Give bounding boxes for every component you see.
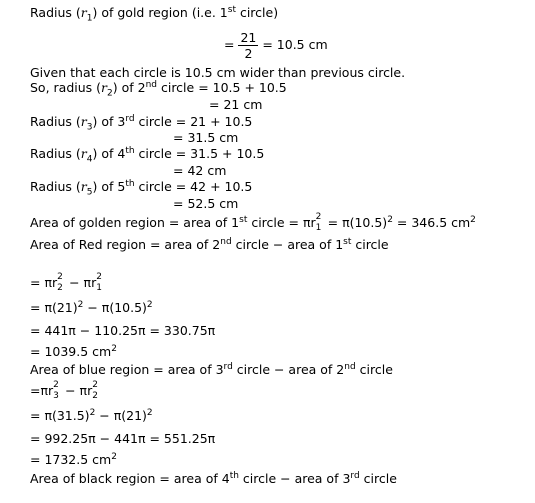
sub: 4 (86, 154, 93, 165)
sup: nd (145, 79, 157, 90)
sup: 2 (146, 299, 153, 310)
sub: 5 (86, 187, 93, 198)
red-step-1 (30, 271, 104, 293)
text: circle = 31.5 + 10.5 (134, 146, 265, 161)
subsup (53, 379, 61, 401)
blue-step-2 (30, 408, 153, 424)
var: r (80, 146, 87, 161)
radius-2-result (209, 97, 262, 113)
text: =πr (30, 383, 54, 398)
text: = 346.5 cm (392, 215, 471, 230)
text: Radius ( (30, 5, 81, 20)
sub: 3 (53, 390, 59, 401)
sup: 2 (111, 343, 117, 354)
sup: nd (220, 236, 232, 247)
sup: 2 (96, 271, 102, 282)
sup: rd (223, 361, 233, 372)
text: Area of blue region = area of 3 (30, 362, 224, 377)
text: = πr (30, 275, 58, 290)
sup: th (229, 470, 239, 481)
subsup (57, 271, 65, 293)
text: ) of 2 (112, 80, 146, 95)
text: So, radius ( (30, 80, 102, 95)
sup: 2 (89, 407, 96, 418)
blue-result (30, 452, 117, 468)
text: − πr (65, 275, 97, 290)
sup: 2 (111, 451, 117, 462)
text: = 42 cm (173, 163, 227, 178)
text: = 992.25π − 441π = 551.25π (30, 431, 216, 446)
black-area-line (30, 471, 397, 487)
text: = 31.5 cm (173, 130, 239, 145)
sub: 2 (57, 282, 63, 293)
sup: 2 (146, 407, 153, 418)
text: circle = 10.5 + 10.5 (157, 80, 287, 95)
radius-5-line (30, 178, 253, 198)
text: ) of 3 (92, 114, 126, 129)
sub: 3 (86, 122, 93, 133)
red-step-3 (30, 323, 215, 339)
text: Area of Red region = area of 2 (30, 237, 221, 252)
sup: 2 (470, 214, 476, 225)
sup: nd (344, 361, 356, 372)
sub: 2 (92, 390, 98, 401)
given-line (30, 65, 405, 81)
blue-step-1 (30, 379, 100, 401)
gold-radius-fraction-line (224, 30, 328, 61)
sup: 2 (77, 299, 84, 310)
sub: 1 (86, 13, 93, 24)
subsup (96, 271, 104, 293)
denominator: 2 (244, 46, 253, 61)
text: Radius ( (30, 179, 81, 194)
radius-3-result (173, 130, 238, 146)
sup: 2 (387, 214, 393, 225)
text: Area of black region = area of 4 (30, 471, 230, 486)
text: = 441π − 110.25π = 330.75π (30, 323, 216, 338)
equals: = (224, 37, 235, 52)
blue-step-3 (30, 431, 215, 447)
text: = 1039.5 cm (30, 344, 112, 359)
radius-4-line (30, 145, 265, 165)
text: circle (359, 471, 397, 486)
text: Area of golden region = area of 1 (30, 215, 240, 230)
text: circle = πr (247, 215, 316, 230)
subsup (92, 379, 100, 401)
sup: 2 (53, 379, 59, 390)
text: Given that each circle is 10.5 cm wider than previous circle. (30, 65, 406, 80)
text: circle − area of 1 (231, 237, 344, 252)
text: = 1732.5 cm (30, 452, 112, 467)
radius-4-result (173, 163, 226, 179)
var: r (80, 179, 87, 194)
sup: th (125, 145, 135, 156)
text: = π(10.5) (323, 215, 388, 230)
text: = π(21) (30, 300, 78, 315)
text: circle (355, 362, 393, 377)
sup: th (125, 178, 135, 189)
text: − π(10.5) (83, 300, 147, 315)
result: = 10.5 cm (262, 37, 328, 52)
sup: st (343, 236, 352, 247)
subsup (315, 211, 324, 233)
text: circle − area of 3 (238, 471, 351, 486)
golden-area-line (30, 211, 476, 233)
red-area-line (30, 237, 389, 253)
text: Radius ( (30, 114, 81, 129)
sub: 1 (96, 282, 102, 293)
text: Radius ( (30, 146, 81, 161)
red-step-2 (30, 300, 153, 316)
text: circle) (235, 5, 279, 20)
text: = π(31.5) (30, 408, 90, 423)
fraction (238, 30, 258, 61)
text: − πr (61, 383, 93, 398)
text: = 52.5 cm (173, 196, 239, 211)
radius-gold-line (30, 4, 279, 24)
blue-area-line (30, 362, 393, 378)
sup: rd (125, 113, 135, 124)
sup: 2 (315, 211, 322, 222)
numerator: 21 (240, 30, 257, 45)
sup: st (239, 214, 248, 225)
text: circle (351, 237, 389, 252)
text: − π(21) (95, 408, 147, 423)
var: r (80, 114, 87, 129)
sup: rd (350, 470, 360, 481)
text: ) of gold region (i.e. 1 (92, 5, 228, 20)
red-result (30, 344, 117, 360)
text: = 21 cm (209, 97, 263, 112)
text: circle − area of 2 (232, 362, 345, 377)
radius-2-line (30, 79, 287, 99)
radius-3-line (30, 113, 253, 133)
text: ) of 4 (92, 146, 126, 161)
sup: 2 (92, 379, 98, 390)
var: r (80, 5, 87, 20)
sub: 1 (315, 222, 322, 233)
sup: 2 (57, 271, 63, 282)
var: r (101, 80, 108, 95)
text: circle = 21 + 10.5 (134, 114, 253, 129)
radius-5-result (173, 196, 238, 212)
text: circle = 42 + 10.5 (134, 179, 253, 194)
sup: st (227, 4, 236, 15)
sub: 2 (107, 88, 113, 99)
text: ) of 5 (92, 179, 126, 194)
